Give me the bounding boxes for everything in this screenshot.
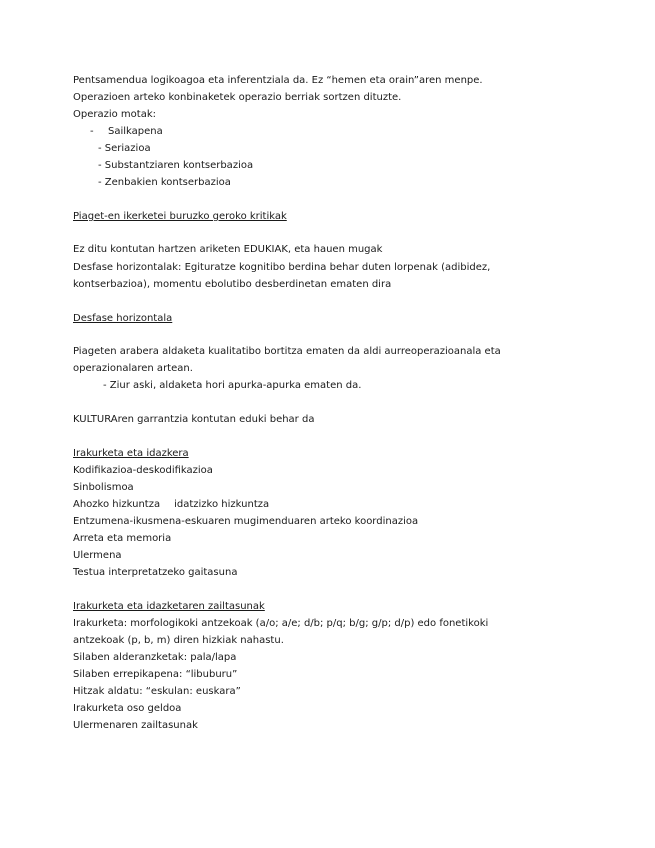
list-item: - Seriazioa: [98, 143, 151, 154]
paragraph-line: Ulermenaren zailtasunak: [73, 720, 198, 731]
list-item: [90, 126, 163, 138]
paragraph-line: Desfase horizontalak: Egituratze kognitibo berdina behar duten lorpenak (adibidez,: [73, 262, 491, 273]
text-span: idatzizko hizkuntza: [174, 499, 270, 510]
paragraph-line: Piageten arabera aldaketa kualitatibo bortitza ematen da aldi aurreoperazioanala eta: [73, 346, 501, 357]
paragraph-line: Irakurketa: morfologikoki antzekoak (a/o; a/e; d/b; p/q; b/g; g/p; d/p) edo fonetikoki: [73, 618, 489, 629]
list-item: - Substantziaren kontserbazioa: [98, 160, 254, 171]
list-dash: -: [90, 126, 94, 137]
paragraph-line: Pentsamendua logikoagoa eta inferentziala da. Ez “hemen eta orain”aren menpe.: [73, 75, 483, 86]
paragraph-line: antzekoak (p, b, m) diren hizkiak nahastu.: [73, 635, 284, 646]
section-heading: Irakurketa eta idazketaren zailtasunak: [73, 601, 265, 612]
section-heading: Irakurketa eta idazkera: [73, 448, 189, 459]
paragraph-line: Silaben errepikapena: “libuburu”: [73, 669, 238, 680]
section-heading: Piaget-en ikerketei buruzko geroko kritikak: [73, 211, 287, 222]
paragraph-line: [73, 499, 269, 511]
paragraph-line: Ulermena: [73, 550, 122, 561]
text-span: Ahozko hizkuntza: [73, 499, 161, 510]
paragraph-line: Irakurketa oso geldoa: [73, 703, 182, 714]
paragraph-line: operazionalaren artean.: [73, 363, 193, 374]
paragraph-line: Hitzak aldatu: “eskulan: euskara”: [73, 686, 241, 697]
section-heading: Desfase horizontala: [73, 313, 173, 324]
paragraph-line: Kodifikazioa-deskodifikazioa: [73, 465, 213, 476]
paragraph-line: Testua interpretatzeko gaitasuna: [73, 567, 238, 578]
paragraph-line: Entzumena-ikusmena-eskuaren mugimenduaren arteko koordinazioa: [73, 516, 419, 527]
list-item: - Ziur aski, aldaketa hori apurka-apurka ematen da.: [103, 380, 362, 391]
paragraph-line: Silaben alderanzketak: pala/lapa: [73, 652, 237, 663]
paragraph-line: kontserbazioa), momentu ebolutibo desberdinetan ematen dira: [73, 279, 392, 290]
paragraph-line: Sinbolismoa: [73, 482, 134, 493]
paragraph-line: Ez ditu kontutan hartzen ariketen EDUKIAK, eta hauen mugak: [73, 244, 383, 255]
list-item-label: Sailkapena: [108, 126, 163, 137]
paragraph-line: KULTURAren garrantzia kontutan eduki behar da: [73, 414, 315, 425]
list-item: - Zenbakien kontserbazioa: [98, 177, 231, 188]
paragraph-line: Operazio motak:: [73, 109, 157, 120]
paragraph-line: Operazioen arteko konbinaketek operazio berriak sortzen dituzte.: [73, 92, 402, 103]
paragraph-line: Arreta eta memoria: [73, 533, 172, 544]
